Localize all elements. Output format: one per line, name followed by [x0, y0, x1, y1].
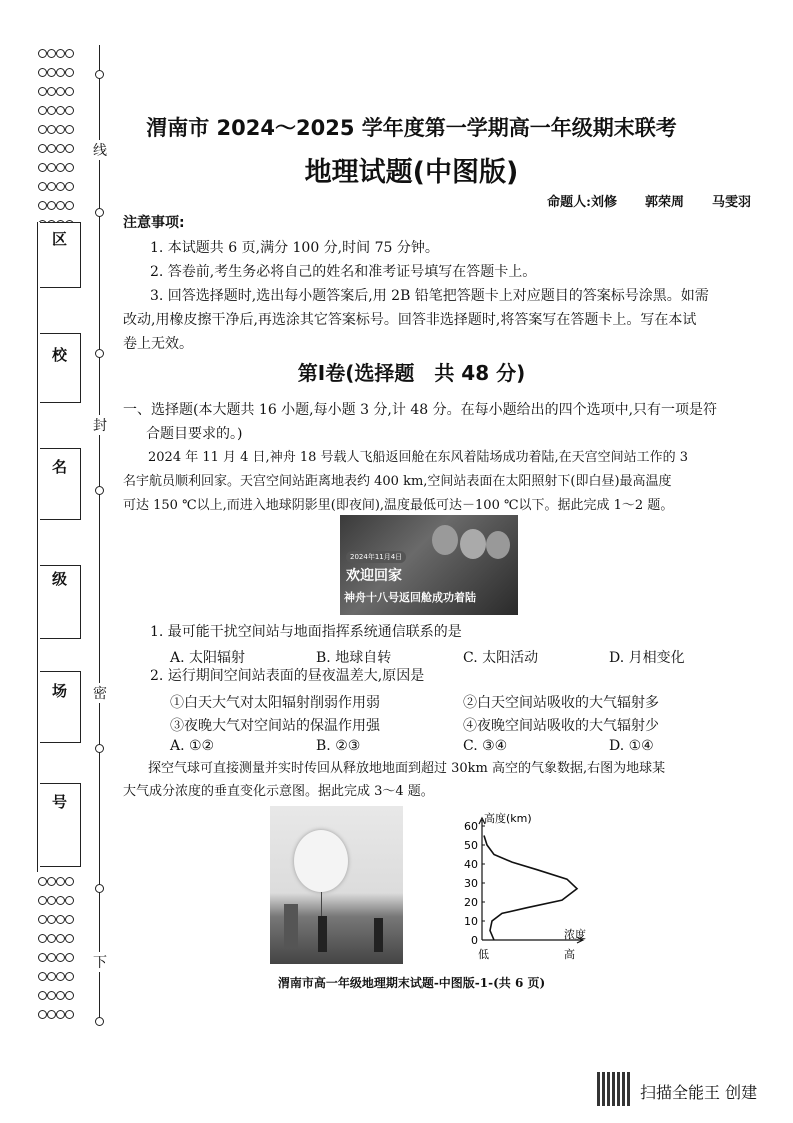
info-label: 级 — [52, 570, 68, 588]
y-tick-label: 20 — [464, 896, 478, 909]
photo-figure — [374, 918, 383, 952]
notice-item-3: 3. 回答选择题时,选出每小题答案后,用 2B 铅笔把答题卡上对应题目的答案标号涂黑。如需 — [150, 288, 709, 304]
binding-dot — [38, 915, 47, 924]
binding-dot — [56, 877, 65, 886]
binding-dot — [47, 953, 56, 962]
q2-statement-2: ②白天空间站吸收的大气辐射多 — [463, 695, 659, 711]
binding-dot — [56, 87, 65, 96]
binding-dot — [47, 934, 56, 943]
binding-hole — [95, 486, 104, 495]
cut-label: 线 — [91, 140, 109, 160]
info-label: 校 — [52, 346, 68, 364]
photo-caption-2: 神舟十八号返回舱成功着陆 — [344, 591, 476, 604]
binding-dot — [47, 87, 56, 96]
binding-dots-bottom — [38, 872, 74, 1022]
qr-code-icon — [597, 1072, 631, 1106]
binding-dot — [56, 201, 65, 210]
binding-left-edge — [37, 222, 38, 872]
binding-dot — [38, 991, 47, 1000]
passage-1: 2024 年 11 月 4 日,神舟 18 号载人飞船返回舱在东风着陆场成功着陆,在天宫空间站工作的 3 — [148, 450, 689, 465]
binding-dot — [38, 87, 47, 96]
binding-dot — [38, 68, 47, 77]
x-tick-high: 高 — [564, 948, 575, 961]
cut-label: 下 — [91, 952, 109, 972]
q2-statement-1: ①白天大气对太阳辐射削弱作用弱 — [170, 695, 380, 711]
binding-dot — [38, 1010, 47, 1019]
binding-dot — [56, 915, 65, 924]
authors-line — [547, 191, 751, 210]
astronauts-photo — [340, 515, 518, 615]
q2-option-b[interactable]: B. ②③ — [316, 738, 361, 754]
photo-date: 2024年11月4日 — [346, 551, 406, 563]
photo-figure — [432, 525, 458, 555]
y-tick-label: 30 — [464, 877, 478, 890]
notice-heading: 注意事项: — [123, 215, 185, 231]
binding-dot — [47, 201, 56, 210]
notice-item-2: 2. 答卷前,考生务必将自己的姓名和准考证号填写在答题卡上。 — [150, 264, 537, 280]
binding-dot — [65, 953, 74, 962]
ozone-concentration-chart — [452, 812, 592, 964]
info-label: 号 — [52, 793, 68, 811]
binding-dot — [56, 896, 65, 905]
binding-dot — [56, 991, 65, 1000]
binding-dot — [56, 1010, 65, 1019]
binding-dot — [65, 201, 74, 210]
y-tick-label: 10 — [464, 915, 478, 928]
page-footer: 渭南市高一年级地理期末试题-中图版-1-(共 6 页) — [277, 976, 546, 990]
y-tick-label: 50 — [464, 839, 478, 852]
q1-option-c[interactable]: C. 太阳活动 — [463, 650, 539, 666]
binding-dot — [47, 49, 56, 58]
binding-dot — [65, 934, 74, 943]
binding-dot — [38, 896, 47, 905]
photo-figure — [318, 916, 327, 952]
passage-2: 探空气球可直接测量并实时传回从释放地地面到超过 30km 高空的气象数据,右图为地球某 — [148, 761, 666, 776]
q1-option-b[interactable]: B. 地球自转 — [316, 650, 392, 666]
notice-item-3-cont: 卷上无效。 — [123, 336, 193, 352]
binding-hole — [95, 744, 104, 753]
cut-label: 封 — [91, 415, 109, 435]
notice-item-3-cont: 改动,用橡皮擦干净后,再选涂其它答案标号。回答非选择题时,将答案写在答题卡上。写在本试 — [123, 312, 697, 328]
binding-dot — [38, 201, 47, 210]
y-tick-label: 60 — [464, 820, 478, 833]
author-1: 命题人:刘修 — [547, 195, 617, 210]
photo-figure — [486, 531, 510, 559]
binding-dot — [38, 953, 47, 962]
binding-hole — [95, 70, 104, 79]
binding-dot — [56, 49, 65, 58]
scanner-watermark: 扫描全能王 创建 — [640, 1083, 758, 1102]
x-axis-label: 浓度 — [564, 928, 586, 941]
binding-hole — [95, 208, 104, 217]
x-tick-low: 低 — [478, 948, 489, 961]
question-2-stem: 2. 运行期间空间站表面的昼夜温差大,原因是 — [150, 668, 425, 684]
q1-option-a[interactable]: A. 太阳辐射 — [170, 650, 246, 666]
passage-1: 名宇航员顺利回家。天宫空间站距离地表约 400 km,空间站表面在太阳照射下(即白昼)最高温度 — [123, 474, 672, 489]
photo-instrument — [284, 904, 298, 948]
q2-statement-3: ③夜晚大气对空间站的保温作用强 — [170, 718, 380, 734]
binding-dot — [65, 915, 74, 924]
section-title: 第Ⅰ卷(选择题 共 48 分) — [297, 361, 526, 385]
binding-dot — [65, 49, 74, 58]
binding-dot — [47, 896, 56, 905]
notice-item-1: 1. 本试题共 6 页,满分 100 分,时间 75 分钟。 — [150, 240, 439, 256]
y-axis-label: 高度(km) — [484, 812, 532, 825]
binding-hole — [95, 1017, 104, 1026]
q2-option-d[interactable]: D. ①④ — [609, 738, 654, 754]
binding-dot — [47, 991, 56, 1000]
binding-dot — [65, 896, 74, 905]
binding-dot — [47, 68, 56, 77]
binding-dot — [65, 68, 74, 77]
section-instructions: 一、选择题(本大题共 16 小题,每小题 3 分,计 48 分。在每小题给出的四个选项中,只有一项是符 — [123, 402, 718, 418]
info-label: 场 — [52, 682, 68, 700]
binding-dot — [47, 1010, 56, 1019]
weather-balloon — [294, 830, 348, 892]
binding-dot — [56, 934, 65, 943]
binding-dot — [38, 934, 47, 943]
binding-dot — [47, 915, 56, 924]
balloon-photo — [270, 806, 403, 964]
binding-dot — [65, 1010, 74, 1019]
binding-dot — [56, 68, 65, 77]
exam-subtitle: 地理试题(中图版) — [304, 157, 519, 188]
q1-option-d[interactable]: D. 月相变化 — [609, 650, 685, 666]
photo-figure — [460, 529, 486, 559]
binding-dot — [38, 49, 47, 58]
binding-dot — [65, 991, 74, 1000]
q2-option-c[interactable]: C. ③④ — [463, 738, 508, 754]
author-3: 马雯羽 — [711, 195, 751, 210]
question-1-stem: 1. 最可能干扰空间站与地面指挥系统通信联系的是 — [150, 624, 462, 640]
photo-caption-1: 欢迎回家 — [346, 568, 402, 584]
binding-dot — [47, 877, 56, 886]
q2-statement-4: ④夜晚空间站吸收的大气辐射少 — [463, 718, 659, 734]
cut-label: 密 — [91, 683, 109, 703]
q2-option-a[interactable]: A. ①② — [170, 738, 215, 754]
passage-2: 大气成分浓度的垂直变化示意图。据此完成 3～4 题。 — [123, 784, 434, 799]
binding-dot — [56, 953, 65, 962]
info-label: 名 — [52, 458, 68, 476]
cut-line — [99, 45, 100, 1020]
binding-dot — [65, 877, 74, 886]
exam-title: 渭南市 2024～2025 学年度第一学期高一年级期末联考 — [146, 116, 677, 140]
binding-hole — [95, 884, 104, 893]
info-label: 区 — [52, 230, 68, 248]
series-line — [484, 836, 577, 941]
y-tick-label: 0 — [471, 934, 478, 947]
binding-dot — [38, 877, 47, 886]
y-tick-label: 40 — [464, 858, 478, 871]
author-2: 郭荣周 — [644, 195, 684, 210]
section-instructions-cont: 合题目要求的。) — [146, 426, 243, 442]
passage-1: 可达 150 ℃以上,而进入地球阴影里(即夜间),温度最低可达－100 ℃以下。据此完成 1～2 题。 — [123, 498, 674, 513]
binding-dot — [65, 87, 74, 96]
